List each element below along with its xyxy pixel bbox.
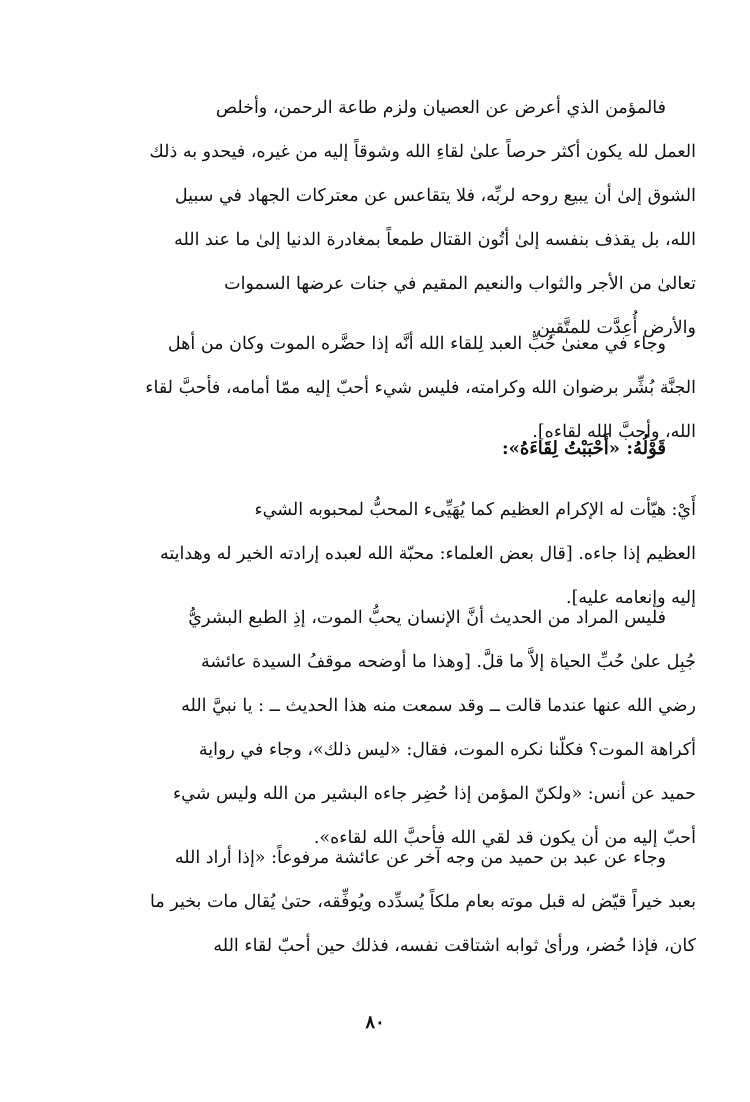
text-line: رضي الله عنها عندما قالت ــ وقد سمعت منه هذا الحديث ــ : يا نبيَّ الله: [181, 696, 696, 716]
text-line: وجاء عن عبد بن حميد من وجه آخر عن عائشة مرفوعاً: «إذا أراد الله: [174, 848, 666, 868]
text-line: بعبد خيراً قيّض له قبل موته بعام ملكاً يُسدِّده ويُوفِّقه، حتىٰ يُقال مات بخير ما: [150, 892, 696, 912]
text-line: والأرض أُعِدَّت للمتَّقين.: [531, 318, 696, 338]
text-line: جُبِل علىٰ حُبِّ الحياة إلاَّ ما قلَّ. [وهذا ما أوضحه موقفُ السيدة عائشة: [200, 652, 696, 672]
text-line: الشوق إلىٰ أن يبيع روحه لربِّه، فلا يتقاعس عن معتركات الجهاد في سبيل: [174, 186, 696, 206]
page-number: ٨٠: [365, 1012, 385, 1033]
paragraph-5: [58, 596, 696, 860]
paragraph-6: [58, 836, 696, 968]
text-line: العمل لله يكون أكثر حرصاً علىٰ لقاءِ الله وشوقاً إليه من غيره، فيحدو به ذلك: [149, 142, 696, 162]
text-line: أكراهة الموت؟ فكلّنا نكره الموت، فقال: «ليس ذلك»، وجاء في رواية: [198, 740, 696, 760]
text-line: فالمؤمن الذي أعرض عن العصيان ولزم طاعة الرحمن، وأخلص: [215, 98, 666, 118]
text-line: إليه وإنعامه عليه].: [566, 588, 696, 608]
text-line: تعالىٰ من الأجر والثواب والنعيم المقيم في جنات عرضها السموات: [224, 274, 696, 294]
text-line: الله، وأحبَّ الله لقاءه].: [532, 422, 696, 442]
text-line: كان، فإذا حُضر، ورأىٰ ثوابه اشتاقت نفسه، فذلك حين أحبّ لقاء الله: [213, 936, 696, 956]
text-line: العظيم إذا جاءه. [قال بعض العلماء: محبّة الله لعبده إرادته الخير له وهدايته: [159, 544, 696, 564]
text-line: فليس المراد من الحديث أنَّ الإنسان يحبُّ الموت، إذِ الطبع البشريُّ: [188, 608, 666, 628]
text-line: الجنَّة بُشِّر برضوان الله وكرامته، فليس شيء أحبّ إليه ممّا أمامه، فأحبَّ لقاء: [145, 378, 696, 398]
paragraph-3-heading: [58, 427, 696, 471]
text-line: وجاء في معنىٰ حُبِّ العبد لِلقاء الله أنَّه إذا حضَّره الموت وكان من أهل: [167, 334, 666, 354]
paragraph-1: [58, 86, 696, 350]
text-line: حميد عن أنس: «ولكنّ المؤمن إذا حُضِر جاءه البشير من الله وليس شيء: [172, 784, 696, 804]
text-line: الله، بل يقذف بنفسه إلىٰ أتُون القتال طمعاً بمغادرة الدنيا إلىٰ ما عند الله: [174, 230, 696, 250]
hadith-phrase-heading: قَوْلُهُ: «أَحْبَبْتُ لِقَاءَهُ»:: [502, 438, 666, 459]
text-line: أَيْ: هيّأت له الإكرام العظيم كما يُهَيِّىء المحبُّ لمحبوبه الشيء: [254, 500, 696, 520]
text-line: أحبّ إليه من أن يكون قد لقي الله فأحبَّ الله لقاءه».: [313, 828, 696, 848]
